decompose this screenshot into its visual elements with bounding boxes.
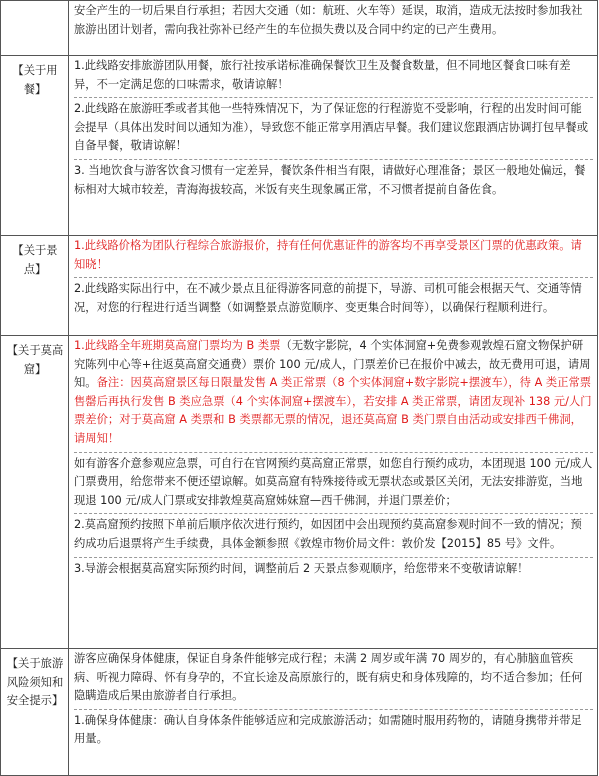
body-text: （无数字影院，4 个实体洞窟+免费参观敦煌石窟文物保护研究陈列中心等+往返莫高窟交通费）票价 100 元/成人，门票差价已在报价中减去，故无费用可退，请周知。 <box>74 339 591 390</box>
section-label-cell <box>1 336 69 649</box>
section-row <box>1 649 598 776</box>
section-label-cell <box>1 56 69 236</box>
paragraph <box>74 57 593 94</box>
highlight-text: 1.此线路价格为团队行程综合旅游报价，持有任何优惠证件的游客均不再享受景区门票的优惠政策。请知晓！ <box>74 239 582 271</box>
paragraph-divider <box>74 513 593 514</box>
paragraph-divider <box>74 452 593 453</box>
body-text: 2.此线路在旅游旺季或者其他一些特殊情况下，为了保证您的行程游览不受影响，行程的出发时间可能会提早（具体出发时间以通知为准），导致您不能正常享用酒店早餐。我们建议您跟酒店协调打包早餐或自备早餐，敬请谅解！ <box>74 102 589 153</box>
highlight-text: 备注：因莫高窟景区每日限量发售 A 类正常票（8 个实体洞窟+数字影院+摆渡车），待 A 类正常票售罄后再执行发售 B 类应急票（4 个实体洞窟+摆渡车），若安排 A 类正常票，请团友现补 138 元/人门票差价；对于莫高窟 A 类票和 B 类票都无票的情况，退还莫高窟 B 类门票自由活动或安排西千佛洞，请周知！ <box>74 376 592 445</box>
section-content-cell <box>69 336 598 649</box>
paragraph <box>74 455 593 511</box>
body-text: 1.此线路安排旅游团队用餐，旅行社按承诺标准确保餐饮卫生及餐食数量，但不同地区餐食口味有差异，不一定满足您的口味需求，敬请谅解！ <box>74 59 571 91</box>
section-row <box>1 336 598 649</box>
section-row <box>1 236 598 336</box>
section-label: 【关于莫高窟】 <box>6 344 64 376</box>
paragraph <box>74 516 593 553</box>
paragraph-divider <box>74 557 593 558</box>
paragraph-divider <box>74 277 593 278</box>
paragraph-divider <box>74 709 593 710</box>
section-row <box>1 1 598 56</box>
body-text: 3.导游会根据莫高窟实际预约时间，调整前后 2 天景点参观顺序，给您带来不变敬请谅解！ <box>74 561 529 575</box>
paragraph <box>74 237 593 274</box>
paragraph <box>74 650 593 706</box>
body-text: 2.此线路实际出行中，在不减少景点且征得游客同意的前提下，导游、司机可能会根据天气、交通等情况，对您的行程进行适当调整（如调整景点游览顺序、变更集合时间等），以确保行程顺利进行。 <box>74 282 582 314</box>
paragraph <box>74 560 593 579</box>
section-label: 【关于旅游风险须知和安全提示】 <box>6 657 64 708</box>
section-label-cell <box>1 236 69 336</box>
paragraph-divider <box>74 97 593 98</box>
section-label-cell <box>1 1 69 56</box>
paragraph <box>74 337 593 449</box>
section-content-cell <box>69 56 598 236</box>
body-text: 3. 当地饮食与游客饮食习惯有一定差异，餐饮条件相当有限，请做好心理准备；景区一般地处偏远，餐标相对大城市较差，青海海拔较高，米饭有夹生现象属正常，不习惯者提前自备佐食。 <box>74 163 586 196</box>
section-row <box>1 56 598 236</box>
body-text: 2.莫高窟预约按照下单前后顺序依次进行预约，如因团中会出现预约莫高窟参观时间不一致的情况；预约成功后退票将产生手续费，具体金额参照《敦煌市物价局文件：敦价发【2015】85 号》文件。 <box>74 518 582 550</box>
section-label: 【关于景点】 <box>12 244 58 276</box>
paragraph <box>74 100 593 156</box>
highlight-text: 1.此线路全年班期莫高窟门票均为 B 类票 <box>74 339 281 352</box>
section-content-cell <box>69 236 598 336</box>
section-label: 【关于用餐】 <box>12 64 58 96</box>
section-content-cell <box>69 649 598 776</box>
section-content-cell <box>69 1 598 56</box>
body-text: 如有游客介意参观应急票，可自行在官网预约莫高窟正常票，如您自行预约成功，本团现退 100 元/成人门票费用，给您带来不便还望谅解。如莫高窟有特殊接待或无票状态或景区关闭，无法安排游览，当地现退 100 元/成人门票或安排敦煌莫高窟姊妹窟—西千佛洞，并退门票差价； <box>74 456 593 507</box>
body-text: 1.确保身体健康：确认自身体条件能够适应和完成旅游活动；如需随时服用药物的，请随身携带并带足用量。 <box>74 713 582 746</box>
body-text: 安全产生的一切后果自行承担；若因大交通（如：航班、火车等）延误，取消，造成无法按时参加我社旅游出团计划者，需向我社弥补已经产生的车位损失费以及合同中约定的已产生费用。 <box>74 4 583 36</box>
section-label-cell <box>1 649 69 776</box>
paragraph <box>74 280 593 317</box>
body-text: 游客应确保身体健康，保证自身条件能够完成行程；未满 2 周岁或年满 70 周岁的，有心肺脑血管疾病、听视力障碍、怀有身孕的，不宜长途及高原旅行的，既有病史和身体残障的，均不适合参加；任何隐瞒造成后果由旅游者自行承担。 <box>74 652 583 703</box>
paragraph-divider <box>74 159 593 160</box>
paragraph <box>74 2 593 39</box>
paragraph <box>74 162 593 199</box>
paragraph <box>74 712 593 749</box>
